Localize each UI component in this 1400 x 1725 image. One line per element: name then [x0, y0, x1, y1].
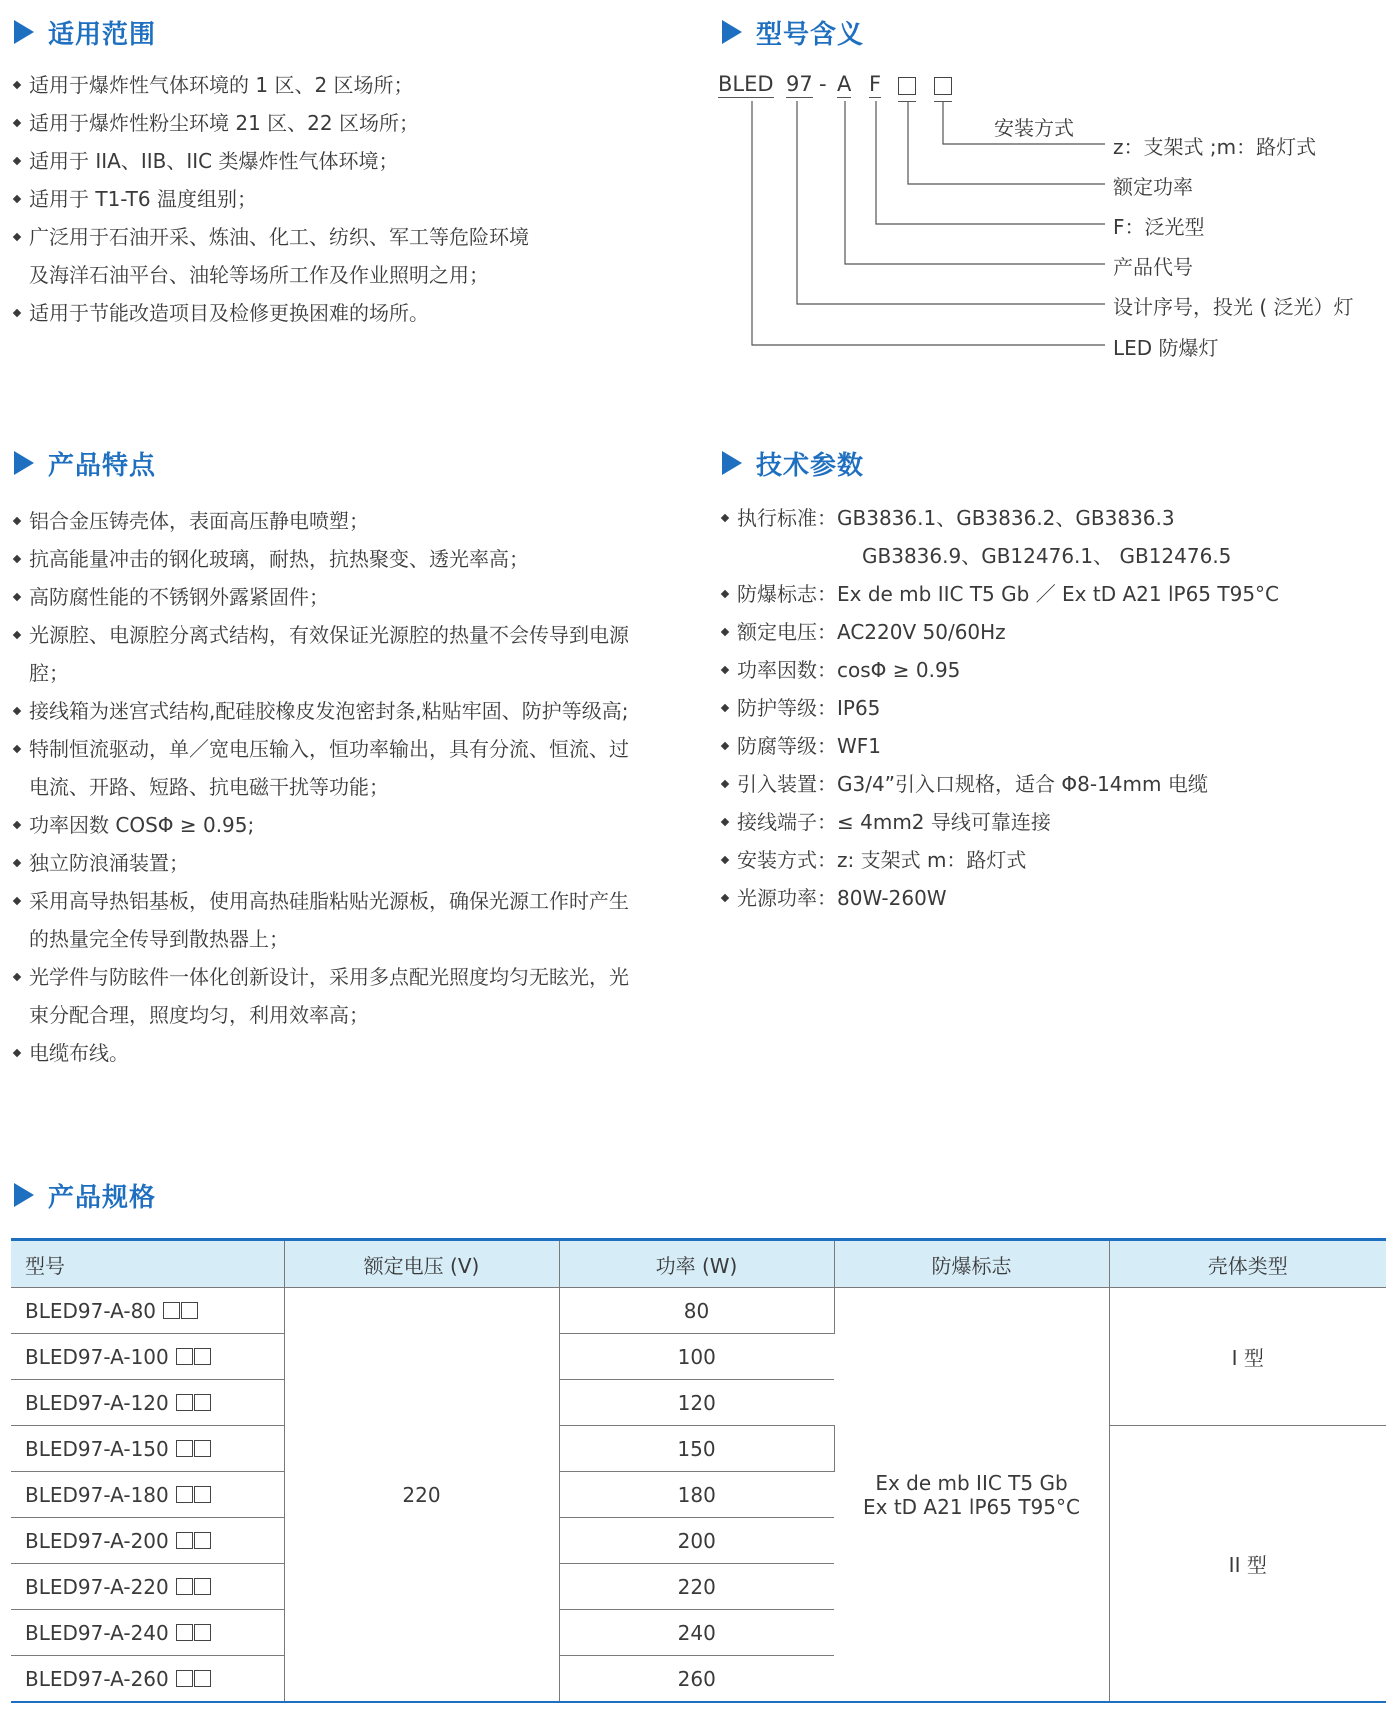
- placeholder-box-icon: [176, 1440, 193, 1457]
- list-item-continued: [12, 768, 692, 806]
- list-item: 光源功率：80W-260W: [720, 879, 1390, 917]
- model-text: BLED97-A-240: [25, 1620, 169, 1645]
- cell-model: [11, 1656, 284, 1703]
- cell-power: 200: [559, 1518, 834, 1564]
- spec-table: [11, 1238, 1386, 1703]
- section-title-text: 技术参数: [756, 450, 865, 481]
- header-model: 型号: [11, 1240, 284, 1288]
- placeholder-box-icon: [194, 1578, 211, 1595]
- placeholder-box-icon: [194, 1532, 211, 1549]
- model-text: BLED97-A-260: [25, 1666, 169, 1691]
- model-text: BLED97-A-100: [25, 1344, 169, 1369]
- cell-power: 240: [559, 1610, 834, 1656]
- code-part-design: 97: [786, 72, 813, 96]
- cell-power: 80: [559, 1288, 834, 1334]
- cell-power: 220: [559, 1564, 834, 1610]
- list-item: 光源腔、电源腔分离式结构，有效保证光源腔的热量不会传导到电源: [12, 616, 692, 654]
- list-item: 独立防浪涌装置；: [12, 844, 692, 882]
- cell-housing-type2: II 型: [1109, 1426, 1386, 1703]
- label-design-serial: 设计序号，投光 ( 泛光）灯: [1113, 295, 1354, 319]
- list-item: 防爆标志：Ex de mb IIC T5 Gb ／ Ex tD A21 lP65 T95°C: [720, 575, 1390, 613]
- header-power: 功率 (W): [559, 1240, 834, 1288]
- model-text: BLED97-A-220: [25, 1574, 169, 1599]
- label-product-code: 产品代号: [1113, 255, 1193, 279]
- list-item: 铝合金压铸壳体，表面高压静电喷塑；: [12, 502, 692, 540]
- list-item: 执行标准：GB3836.1、GB3836.2、GB3836.3: [720, 499, 1390, 537]
- placeholder-box-icon: [163, 1302, 180, 1319]
- list-item-text: 及海洋石油平台、油轮等场所工作及作业照明之用；: [29, 263, 489, 287]
- cell-model: [11, 1426, 284, 1472]
- label-rated-power: 额定功率: [1113, 175, 1193, 199]
- model-text: BLED97-A-200: [25, 1528, 169, 1553]
- cell-exmark: [834, 1288, 1109, 1703]
- model-text: BLED97-A-120: [25, 1390, 169, 1415]
- triangle-bullet-icon: [14, 451, 34, 475]
- exmark-line: Ex de mb IIC T5 Gb: [875, 1470, 1068, 1495]
- list-item: 抗高能量冲击的钢化玻璃，耐热，抗热聚变、透光率高；: [12, 540, 692, 578]
- header-voltage: 额定电压 (V): [284, 1240, 559, 1288]
- triangle-bullet-icon: [14, 1183, 34, 1207]
- list-item: 适用于节能改造项目及检修更换困难的场所。: [12, 294, 652, 332]
- list-item: 接线箱为迷宫式结构,配硅胶橡皮发泡密封条,粘贴牢固、防护等级高;: [12, 692, 692, 730]
- table-row: [11, 1426, 1386, 1472]
- list-item: 引入装置：G3/4”引入口规格，适合 Φ8-14mm 电缆: [720, 765, 1390, 803]
- list-item: 广泛用于石油开采、炼油、化工、纺织、军工等危险环境: [12, 218, 652, 256]
- list-item-continued: [12, 920, 692, 958]
- table-row: [11, 1288, 1386, 1334]
- list-item: 功率因数：cosΦ ≥ 0.95: [720, 651, 1390, 689]
- list-item: 适用于爆炸性气体环境的 1 区、2 区场所；: [12, 66, 652, 104]
- cell-model: [11, 1610, 284, 1656]
- cell-voltage: 220: [284, 1288, 559, 1703]
- section-title-tech: [722, 443, 864, 483]
- placeholder-box-icon: [176, 1578, 193, 1595]
- section-title-features: [14, 443, 156, 483]
- code-part-type: F: [869, 72, 882, 96]
- list-item: 防腐等级：WF1: [720, 727, 1390, 765]
- list-item: 采用高导热铝基板，使用高热硅脂粘贴光源板，确保光源工作时产生: [12, 882, 692, 920]
- section-title-text: 产品规格: [48, 1182, 157, 1213]
- list-item-text: 束分配合理，照度均匀，利用效率高；: [29, 1003, 369, 1027]
- section-title-text: 型号含义: [756, 19, 865, 50]
- list-item-text: 腔；: [29, 661, 69, 685]
- exmark-line: Ex tD A21 lP65 T95°C: [863, 1494, 1080, 1519]
- cell-power: 120: [559, 1380, 834, 1426]
- model-text: BLED97-A-180: [25, 1482, 169, 1507]
- cell-model: [11, 1518, 284, 1564]
- cell-power: 100: [559, 1334, 834, 1380]
- list-item-continued: [720, 537, 1390, 575]
- cell-model: [11, 1288, 284, 1334]
- cell-model: [11, 1472, 284, 1518]
- list-item: 安装方式：z: 支架式 m：路灯式: [720, 841, 1390, 879]
- section-title-text: 适用范围: [48, 19, 157, 50]
- list-item: 特制恒流驱动，单／宽电压输入，恒功率输出，具有分流、恒流、过: [12, 730, 692, 768]
- list-item: 光学件与防眩件一体化创新设计，采用多点配光照度均匀无眩光，光: [12, 958, 692, 996]
- placeholder-box-icon: [176, 1532, 193, 1549]
- section-title-text: 产品特点: [48, 450, 157, 481]
- placeholder-box-icon: [176, 1486, 193, 1503]
- label-mount-options: z：支架式 ;m：路灯式: [1113, 135, 1317, 159]
- cell-power: 260: [559, 1656, 834, 1703]
- features-list: [12, 502, 692, 1072]
- label-led-lamp: LED 防爆灯: [1113, 336, 1219, 360]
- list-item-text: GB3836.9、GB12476.1、 GB12476.5: [862, 544, 1232, 568]
- placeholder-box-icon: [176, 1670, 193, 1687]
- placeholder-box-icon: [194, 1394, 211, 1411]
- placeholder-box-icon: [181, 1302, 198, 1319]
- list-item: 适用于爆炸性粉尘环境 21 区、22 区场所；: [12, 104, 652, 142]
- table-header-row: [11, 1240, 1386, 1288]
- model-text: BLED97-A-80: [25, 1298, 157, 1323]
- list-item: 适用于 T1-T6 温度组别；: [12, 180, 652, 218]
- model-text: BLED97-A-150: [25, 1436, 169, 1461]
- list-item: 功率因数 COSΦ ≥ 0.95;: [12, 806, 692, 844]
- tech-list: [720, 499, 1390, 917]
- list-item: 电缆布线。: [12, 1034, 692, 1072]
- list-item-continued: [12, 996, 692, 1034]
- cell-model: [11, 1334, 284, 1380]
- cell-power: 180: [559, 1472, 834, 1518]
- cell-model: [11, 1380, 284, 1426]
- placeholder-box-icon: [194, 1670, 211, 1687]
- placeholder-box-icon: [194, 1486, 211, 1503]
- cell-housing-type1: I 型: [1109, 1288, 1386, 1426]
- code-part-product: A: [837, 72, 852, 96]
- header-exmark: 防爆标志: [834, 1240, 1109, 1288]
- header-housing: 壳体类型: [1109, 1240, 1386, 1288]
- code-part-series: BLED: [718, 72, 774, 96]
- placeholder-box-icon: [176, 1394, 193, 1411]
- cell-power: 150: [559, 1426, 834, 1472]
- list-item: 额定电压：AC220V 50/60Hz: [720, 613, 1390, 651]
- placeholder-box-icon: [176, 1624, 193, 1641]
- triangle-bullet-icon: [722, 451, 742, 475]
- list-item: 适用于 IIA、IIB、IIC 类爆炸性气体环境；: [12, 142, 652, 180]
- list-item: 防护等级：IP65: [720, 689, 1390, 727]
- placeholder-box-icon: [176, 1348, 193, 1365]
- placeholder-box-icon: [194, 1348, 211, 1365]
- list-item: 接线端子：≤ 4mm2 导线可靠连接: [720, 803, 1390, 841]
- list-item-text: 电流、开路、短路、抗电磁干扰等功能；: [29, 775, 389, 799]
- placeholder-box-icon: [194, 1440, 211, 1457]
- list-item-text: 的热量完全传导到散热器上；: [29, 927, 289, 951]
- placeholder-box-icon: [194, 1624, 211, 1641]
- list-item: 高防腐性能的不锈钢外露紧固件；: [12, 578, 692, 616]
- list-item-continued: [12, 654, 692, 692]
- label-floodlight: F：泛光型: [1113, 215, 1205, 239]
- code-part-dash: -: [819, 72, 827, 96]
- section-title-specs: [14, 1175, 156, 1215]
- cell-model: [11, 1564, 284, 1610]
- label-mount-method: 安装方式: [994, 116, 1074, 140]
